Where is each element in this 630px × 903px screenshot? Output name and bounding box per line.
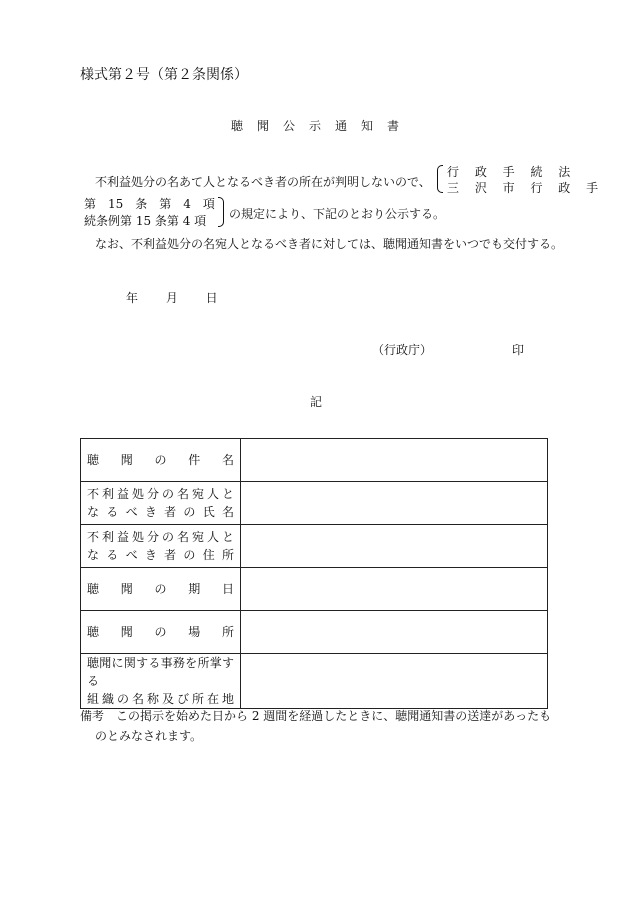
table-row [81, 439, 548, 482]
right-brace [218, 197, 224, 227]
law-option-2: 三 沢 市 行 政 手 [447, 181, 605, 195]
label-line: なるべき者の氏名 [87, 505, 234, 519]
form-number: 様式第２号（第２条関係） [80, 67, 248, 83]
label-line: 聴聞の期日 [87, 582, 234, 596]
row-label [81, 525, 241, 568]
left-brace [437, 165, 443, 193]
row-value[interactable] [241, 439, 548, 482]
row-label [81, 654, 241, 709]
paragraph1-tail: の規定により、下記のとおり公示する。 [229, 207, 446, 221]
article-option-2: 続条例第 15 条第 4 項 [84, 214, 207, 228]
law-options-brace [437, 163, 605, 195]
document-title: 聴聞公示通知書 [230, 119, 413, 133]
article-option-1: 第 15 条 第 4 項 [84, 197, 215, 211]
label-line: 聴聞の件名 [87, 453, 234, 467]
table-row [81, 525, 548, 568]
ki-heading: 記 [310, 395, 323, 409]
label-line: 聴聞の場所 [87, 625, 234, 639]
row-value[interactable] [241, 568, 548, 611]
paragraph1-lead: 不利益処分の名あて人となるべき者の所在が判明しないので、 [95, 175, 431, 189]
row-value[interactable] [241, 482, 548, 525]
article-options-brace [84, 195, 224, 229]
row-value[interactable] [241, 611, 548, 654]
seal-mark: 印 [512, 343, 525, 357]
table-row [81, 568, 548, 611]
label-line: 組織の名称及び所在地 [87, 692, 234, 706]
label-line: 聴聞に関する事務を所掌する [87, 656, 234, 688]
table-row [81, 482, 548, 525]
notice-table [80, 438, 548, 709]
label-line: 不利益処分の名宛人と [87, 487, 234, 501]
table-row [81, 611, 548, 654]
row-label [81, 482, 241, 525]
table-row [81, 654, 548, 709]
row-value[interactable] [241, 525, 548, 568]
row-label [81, 439, 241, 482]
law-option-1: 行 政 手 続 法 [447, 165, 577, 179]
agency-label: （行政庁） [372, 343, 433, 357]
date-line: 年 月 日 [126, 291, 218, 305]
label-line: なるべき者の住所 [87, 548, 234, 562]
label-line: 不利益処分の名宛人と [87, 530, 234, 544]
remark-line-1: 備考 この掲示を始めた日から 2 週間を経過したときに、聴聞通知書の送達があったも [80, 709, 552, 723]
paragraph2: なお、不利益処分の名宛人となるべき者に対しては、聴聞通知書をいつでも交付する。 [95, 237, 564, 251]
row-value[interactable] [241, 654, 548, 709]
row-label [81, 611, 241, 654]
remark-line-2: のとみなされます。 [95, 729, 203, 743]
row-label [81, 568, 241, 611]
